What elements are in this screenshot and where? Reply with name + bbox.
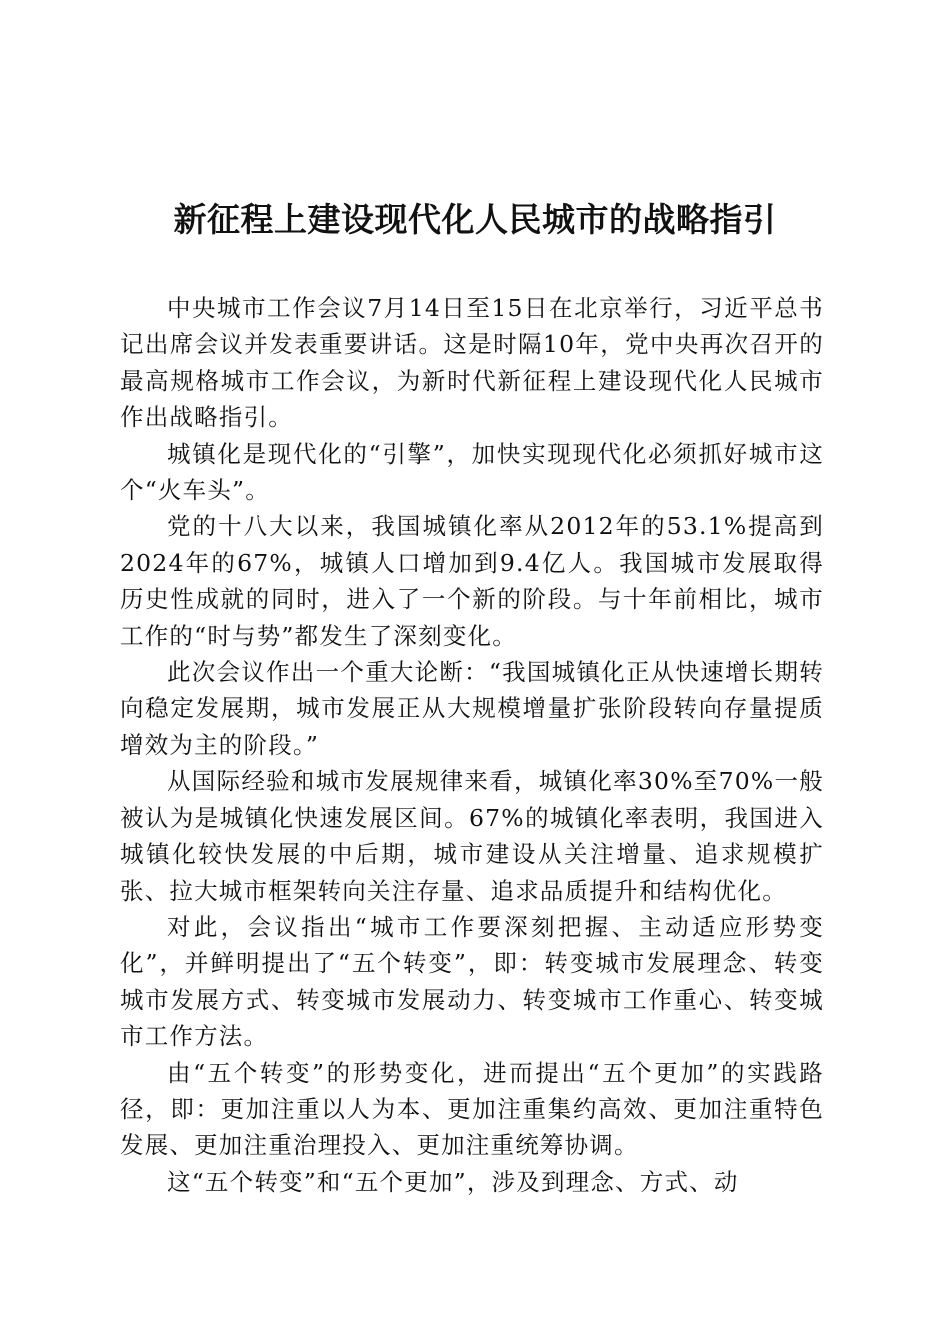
paragraph-3: 党的十八大以来，我国城镇化率从2012年的53.1%提高到2024年的67%，城镇人口增加到9.4亿人。我国城市发展取得历史性成就的同时，进入了一个新的阶段。与十年前相比，城市工作的“时与势”都发生了深刻变化。 [120, 512, 824, 650]
paragraph-6: 对此，会议指出“城市工作要深刻把握、主动适应形势变化”，并鲜明提出了“五个转变”，即：转变城市发展理念、转变城市发展方式、转变城市发展动力、转变城市工作重心、转变城市工作方法。 [120, 912, 824, 1051]
paragraph-8: 这“五个转变”和“五个更加”，涉及到理念、方式、动 [167, 1167, 739, 1196]
paragraph-7: 由“五个转变”的形势变化，进而提出“五个更加”的实践路径，即：更加注重以人为本、更加注重集约高效、更加注重特色发展、更加注重治理投入、更加注重统筹协调。 [120, 1058, 824, 1160]
paragraph-5: 从国际经验和城市发展规律来看，城镇化率30%至70%一般被认为是城镇化快速发展区间。67%的城镇化率表明，我国进入城镇化较快发展的中后期，城市建设从关注增量、追求规模扩张、拉大城市框架转向关注存量、追求品质提升和结构优化。 [120, 767, 824, 905]
document-title: 新征程上建设现代化人民城市的战略指引 [173, 200, 777, 239]
paragraph-4: 此次会议作出一个重大论断：“我国城镇化正从快速增长期转向稳定发展期，城市发展正从大规模增量扩张阶段转向存量提质增效为主的阶段。” [120, 658, 824, 759]
paragraph-1: 中央城市工作会议7月14日至15日在北京举行，习近平总书记出席会议并发表重要讲话。这是时隔10年，党中央再次召开的最高规格城市工作会议，为新时代新征程上建设现代化人民城市作出战略指引。 [120, 294, 824, 432]
paragraph-2: 城镇化是现代化的“引擎”，加快实现现代化必须抓好城市这个“火车头”。 [120, 439, 824, 505]
document-body [120, 290, 824, 1200]
